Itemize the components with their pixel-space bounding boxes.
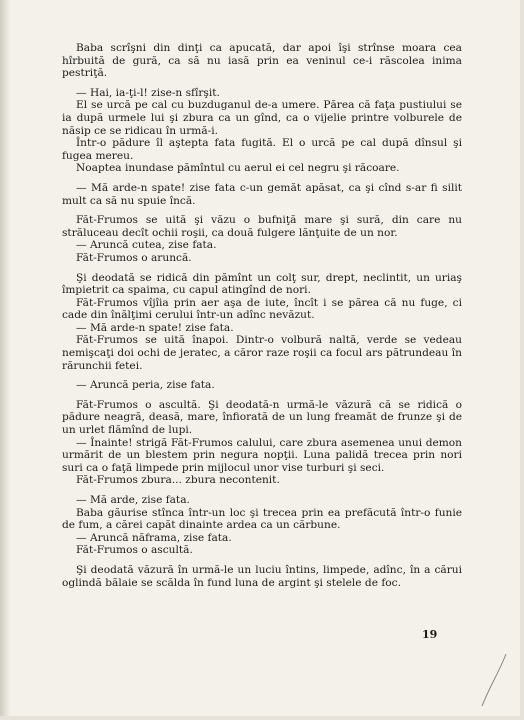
paragraph: Făt-Frumos o aruncă. <box>76 251 192 264</box>
paragraph: Baba scrîşni din dinţi ca apucată, dar apoi îşi strînse moara cea hîrbuită de gură, ca să nu iasă prin ea veninul ce-i răscolea inima pestriţă. <box>62 42 462 80</box>
paragraph: — Mă arde-n spate! zise fata c-un gemăt apăsat, ca şi cînd s-ar fi silit mult ca să nu spuie încă. <box>62 181 462 207</box>
paragraph: — Aruncă cutea, zise fata. <box>76 239 217 252</box>
paragraph: El se urcă pe cal cu buzduganul de-a umere. Părea că faţa pustiului se ia după urmele lui şi zbura ca un gînd, ca o vijelie printre volburele de năsip ce se ridicau în urmă-i. <box>62 99 462 137</box>
paragraph: Într-o pădure îl aştepta fata fugită. El o urcă pe cal după dînsul şi fugea mereu. <box>62 137 462 162</box>
paragraph: Făt-Frumos o ascultă. <box>76 544 193 557</box>
paragraph: Făt-Frumos vîjîia prin aer aşa de iute, încît i se părea că nu fuge, ci cade din înălţimi cerului într-un adînc nevăzut. <box>62 296 462 322</box>
paragraph: — Hai, ia-ţi-l! zise-n sfîrşit. <box>76 86 220 99</box>
paragraph: — Mă arde-n spate! zise fata. <box>76 321 234 334</box>
paragraph: Baba găurise stînca într-un loc şi trecea prin ea prefăcută într-o funie de fum, a cărei capăt dinainte ardea ca un cărbune. <box>62 506 462 532</box>
paragraph: Şi deodată văzură în urmă-le un luciu întins, limpede, adînc, în a cărui oglindă bălaie se scălda în fund luna de argint şi stelele de foc. <box>62 563 462 589</box>
paragraph: — Aruncă peria, zise fata. <box>76 379 215 392</box>
page-number: 19 <box>422 628 438 641</box>
paragraph: Şi deodată se ridică din pămînt un colţ sur, drept, neclintit, un uriaş împietrit ca spaima, cu capul atingînd de nori. <box>62 271 462 297</box>
paragraph: Făt-Frumos se uită şi văzu o bufniţă mare şi sură, din care nu străluceau decît ochii roşii, ca două fulgere lănţuite de un nor. <box>62 214 462 239</box>
paragraph: Făt-Frumos o ascultă. Şi deodată-n urmă-le văzură că se ridică o pădure neagră, deasă, mare, înfiorată de un lung freamăt de frunze şi de un urlet flămînd de lupi. <box>62 398 462 437</box>
paragraph: — Mă arde, zise fata. <box>76 494 190 506</box>
pencil-mark-icon <box>476 650 516 710</box>
body-text <box>62 42 462 589</box>
paragraph: Făt-Frumos zbura... zbura necontenit. <box>76 474 280 487</box>
paragraph: — Înainte! strigă Făt-Frumos calului, care zbura asemenea unui demon urmărit de un blestem prin negura nopţii. Luna palidă trecea prin nori suri ca o faţă limpede prin mijlocul unor vise turburi şi seci. <box>62 436 462 474</box>
paragraph: Făt-Frumos se uită înapoi. Dintr-o volbură naltă, verde se vedeau nemişcaţi doi ochi de jeratec, a căror raze roşii ca focul ars pătrundeau în rărunchii fetei. <box>62 334 462 372</box>
page-binding-shadow <box>0 0 10 716</box>
paragraph: — Aruncă năframa, zise fata. <box>76 531 232 544</box>
paragraph: Noaptea inundase pămîntul cu aerul ei cel negru şi răcoare. <box>76 162 400 175</box>
